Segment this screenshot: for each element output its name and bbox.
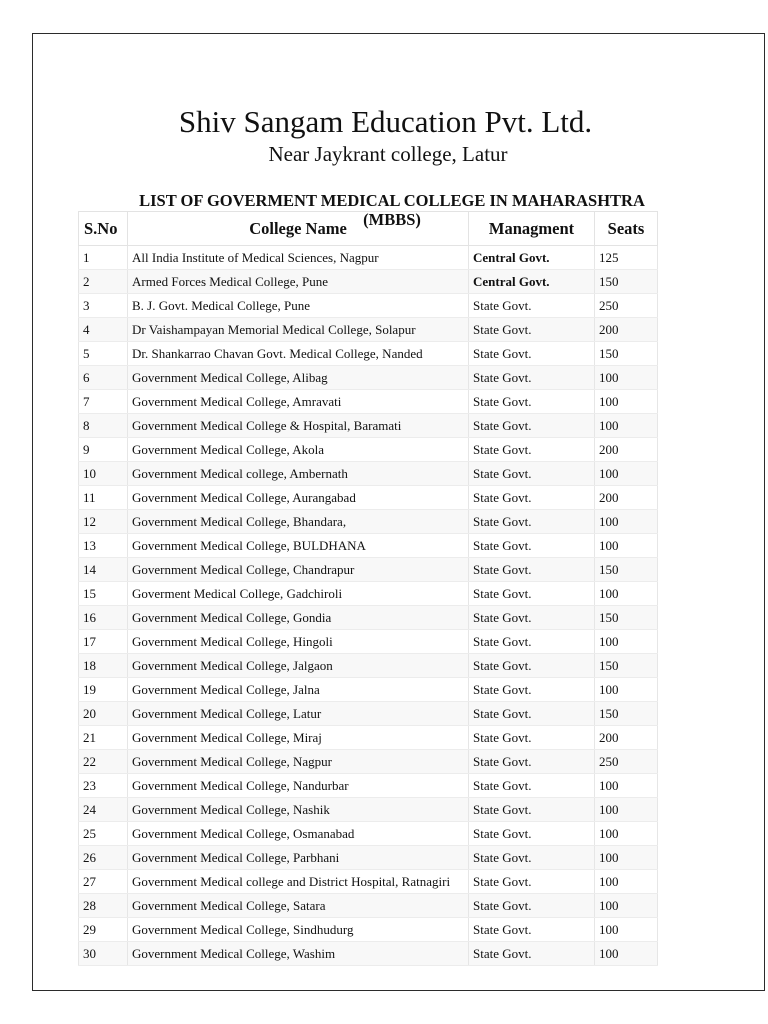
cell-management: State Govt. — [469, 510, 595, 534]
document-title: Shiv Sangam Education Pvt. Ltd. — [178, 104, 593, 139]
table-row — [79, 342, 658, 366]
cell-sno: 28 — [79, 894, 128, 918]
cell-sno: 29 — [79, 918, 128, 942]
cell-sno: 24 — [79, 798, 128, 822]
cell-college-name: Government Medical college and District Hospital, Ratnagiri — [128, 870, 469, 894]
cell-sno: 30 — [79, 942, 128, 966]
cell-management: State Govt. — [469, 342, 595, 366]
cell-sno: 15 — [79, 582, 128, 606]
table-row — [79, 918, 658, 942]
table-row — [79, 438, 658, 462]
cell-management: State Govt. — [469, 846, 595, 870]
table-row — [79, 846, 658, 870]
cell-college-name: Government Medical College, Latur — [128, 702, 469, 726]
cell-seats: 100 — [595, 918, 658, 942]
cell-management: State Govt. — [469, 462, 595, 486]
table-row — [79, 726, 658, 750]
cell-seats: 150 — [595, 702, 658, 726]
table-row — [79, 510, 658, 534]
cell-sno: 10 — [79, 462, 128, 486]
cell-sno: 22 — [79, 750, 128, 774]
cell-management: State Govt. — [469, 486, 595, 510]
cell-management: State Govt. — [469, 894, 595, 918]
cell-sno: 20 — [79, 702, 128, 726]
cell-sno: 13 — [79, 534, 128, 558]
cell-seats: 100 — [595, 534, 658, 558]
cell-sno: 2 — [79, 270, 128, 294]
table-header-row — [79, 212, 658, 246]
cell-college-name: B. J. Govt. Medical College, Pune — [128, 294, 469, 318]
cell-seats: 100 — [595, 942, 658, 966]
cell-college-name: Government Medical College, Aurangabad — [128, 486, 469, 510]
table-row — [79, 822, 658, 846]
cell-management: State Govt. — [469, 918, 595, 942]
cell-college-name: Government Medical College, Alibag — [128, 366, 469, 390]
table-row — [79, 630, 658, 654]
cell-sno: 23 — [79, 774, 128, 798]
cell-management: State Govt. — [469, 582, 595, 606]
cell-sno: 12 — [79, 510, 128, 534]
cell-seats: 100 — [595, 510, 658, 534]
header-management: Managment — [469, 212, 595, 246]
cell-college-name: Government Medical college, Ambernath — [128, 462, 469, 486]
header-seats: Seats — [595, 212, 658, 246]
cell-seats: 250 — [595, 294, 658, 318]
cell-sno: 25 — [79, 822, 128, 846]
table-row — [79, 894, 658, 918]
cell-management: State Govt. — [469, 390, 595, 414]
cell-college-name: Government Medical College, Nagpur — [128, 750, 469, 774]
cell-sno: 4 — [79, 318, 128, 342]
table-row — [79, 702, 658, 726]
table-row — [79, 462, 658, 486]
table-row — [79, 390, 658, 414]
document-subtitle: Near Jaykrant college, Latur — [268, 142, 508, 166]
table-row — [79, 798, 658, 822]
table-row — [79, 558, 658, 582]
table-row — [79, 582, 658, 606]
cell-sno: 27 — [79, 870, 128, 894]
table-row — [79, 750, 658, 774]
table-body — [79, 246, 658, 966]
table-row — [79, 246, 658, 270]
table-row — [79, 678, 658, 702]
cell-seats: 150 — [595, 342, 658, 366]
cell-seats: 200 — [595, 318, 658, 342]
cell-seats: 100 — [595, 582, 658, 606]
cell-management: Central Govt. — [469, 246, 595, 270]
cell-sno: 9 — [79, 438, 128, 462]
cell-college-name: Government Medical College, Chandrapur — [128, 558, 469, 582]
cell-college-name: Goverment Medical College, Gadchiroli — [128, 582, 469, 606]
table-row — [79, 942, 658, 966]
cell-seats: 250 — [595, 750, 658, 774]
cell-management: State Govt. — [469, 774, 595, 798]
cell-seats: 100 — [595, 846, 658, 870]
cell-seats: 100 — [595, 774, 658, 798]
cell-seats: 100 — [595, 894, 658, 918]
cell-college-name: Armed Forces Medical College, Pune — [128, 270, 469, 294]
cell-seats: 100 — [595, 678, 658, 702]
cell-college-name: Government Medical College, Satara — [128, 894, 469, 918]
cell-management: State Govt. — [469, 654, 595, 678]
cell-college-name: Dr Vaishampayan Memorial Medical College, Solapur — [128, 318, 469, 342]
cell-sno: 21 — [79, 726, 128, 750]
cell-seats: 100 — [595, 798, 658, 822]
cell-management: State Govt. — [469, 414, 595, 438]
cell-college-name: Government Medical College, Akola — [128, 438, 469, 462]
cell-management: State Govt. — [469, 870, 595, 894]
cell-seats: 100 — [595, 870, 658, 894]
cell-management: State Govt. — [469, 318, 595, 342]
cell-college-name: Government Medical College, Hingoli — [128, 630, 469, 654]
cell-sno: 19 — [79, 678, 128, 702]
cell-management: State Govt. — [469, 702, 595, 726]
cell-seats: 150 — [595, 654, 658, 678]
cell-seats: 150 — [595, 270, 658, 294]
cell-management: State Govt. — [469, 606, 595, 630]
table-row — [79, 654, 658, 678]
cell-seats: 200 — [595, 486, 658, 510]
cell-sno: 26 — [79, 846, 128, 870]
cell-college-name: Government Medical College, Bhandara, — [128, 510, 469, 534]
cell-sno: 8 — [79, 414, 128, 438]
cell-seats: 100 — [595, 390, 658, 414]
header-college-name: College Name — [128, 212, 469, 246]
table-row — [79, 606, 658, 630]
cell-college-name: All India Institute of Medical Sciences, Nagpur — [128, 246, 469, 270]
cell-seats: 100 — [595, 822, 658, 846]
cell-sno: 1 — [79, 246, 128, 270]
cell-sno: 16 — [79, 606, 128, 630]
cell-sno: 6 — [79, 366, 128, 390]
cell-management: State Govt. — [469, 726, 595, 750]
cell-sno: 7 — [79, 390, 128, 414]
college-table — [78, 211, 658, 966]
cell-sno: 17 — [79, 630, 128, 654]
cell-management: State Govt. — [469, 438, 595, 462]
table-row — [79, 870, 658, 894]
cell-college-name: Dr. Shankarrao Chavan Govt. Medical College, Nanded — [128, 342, 469, 366]
cell-college-name: Government Medical College, Miraj — [128, 726, 469, 750]
cell-management: State Govt. — [469, 822, 595, 846]
table-row — [79, 486, 658, 510]
cell-sno: 5 — [79, 342, 128, 366]
cell-seats: 100 — [595, 630, 658, 654]
cell-seats: 200 — [595, 726, 658, 750]
cell-sno: 14 — [79, 558, 128, 582]
table-row — [79, 414, 658, 438]
cell-management: State Govt. — [469, 294, 595, 318]
cell-management: State Govt. — [469, 750, 595, 774]
cell-management: State Govt. — [469, 534, 595, 558]
cell-management: State Govt. — [469, 630, 595, 654]
cell-college-name: Government Medical College, Gondia — [128, 606, 469, 630]
cell-college-name: Government Medical College, Jalgaon — [128, 654, 469, 678]
cell-college-name: Government Medical College, Sindhudurg — [128, 918, 469, 942]
cell-college-name: Government Medical College & Hospital, Baramati — [128, 414, 469, 438]
cell-sno: 11 — [79, 486, 128, 510]
table-row — [79, 270, 658, 294]
table-row — [79, 318, 658, 342]
table-row — [79, 774, 658, 798]
table-row — [79, 294, 658, 318]
list-heading-line2: (MBBS) — [363, 210, 421, 229]
list-heading-line1: LIST OF GOVERMENT MEDICAL COLLEGE IN MAHARASHTRA — [139, 191, 645, 210]
cell-seats: 100 — [595, 366, 658, 390]
cell-college-name: Government Medical College, Amravati — [128, 390, 469, 414]
cell-seats: 100 — [595, 462, 658, 486]
table-row — [79, 366, 658, 390]
cell-college-name: Government Medical College, BULDHANA — [128, 534, 469, 558]
cell-sno: 18 — [79, 654, 128, 678]
cell-seats: 100 — [595, 414, 658, 438]
cell-college-name: Government Medical College, Nandurbar — [128, 774, 469, 798]
table-row — [79, 534, 658, 558]
cell-seats: 125 — [595, 246, 658, 270]
cell-management: State Govt. — [469, 366, 595, 390]
cell-college-name: Government Medical College, Nashik — [128, 798, 469, 822]
cell-seats: 150 — [595, 606, 658, 630]
cell-college-name: Government Medical College, Parbhani — [128, 846, 469, 870]
cell-sno: 3 — [79, 294, 128, 318]
cell-management: State Govt. — [469, 678, 595, 702]
cell-college-name: Government Medical College, Osmanabad — [128, 822, 469, 846]
cell-seats: 200 — [595, 438, 658, 462]
cell-management: State Govt. — [469, 558, 595, 582]
header-sno: S.No — [79, 212, 128, 246]
cell-management: State Govt. — [469, 798, 595, 822]
cell-college-name: Government Medical College, Jalna — [128, 678, 469, 702]
cell-management: Central Govt. — [469, 270, 595, 294]
cell-seats: 150 — [595, 558, 658, 582]
cell-college-name: Government Medical College, Washim — [128, 942, 469, 966]
cell-management: State Govt. — [469, 942, 595, 966]
